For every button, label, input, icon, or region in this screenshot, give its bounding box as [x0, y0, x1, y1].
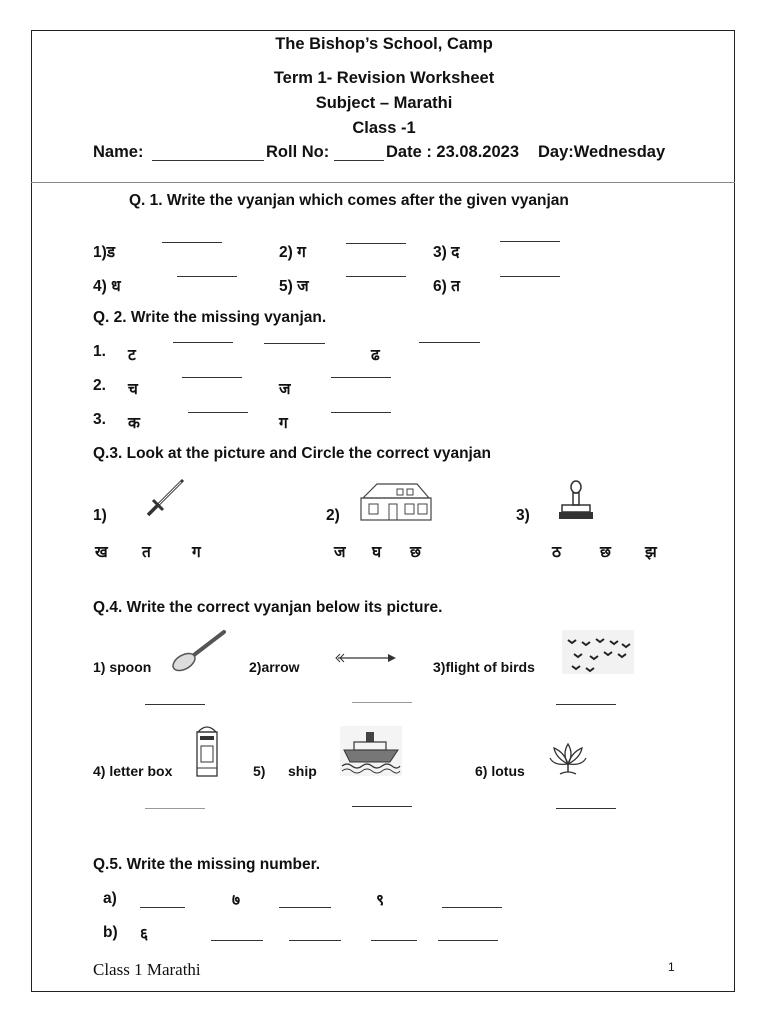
- answer-blank[interactable]: [140, 907, 185, 908]
- answer-blank[interactable]: [145, 808, 205, 809]
- q2-row-3-last: ग: [279, 415, 288, 432]
- q4-item-6-label: 6) lotus: [475, 763, 525, 779]
- header-divider: [31, 182, 735, 183]
- answer-blank[interactable]: [331, 412, 391, 413]
- q2-row-2-num: 2.: [93, 377, 106, 394]
- class-line: Class -1: [352, 119, 416, 137]
- answer-blank[interactable]: [188, 412, 248, 413]
- q1-item-5: 5) ज: [279, 278, 309, 295]
- q2-row-2-last: ज: [279, 381, 291, 398]
- answer-blank[interactable]: [145, 704, 205, 705]
- q3-item-3-option-2[interactable]: छ: [600, 544, 611, 561]
- answer-blank[interactable]: [162, 242, 222, 243]
- q2-row-2-first: च: [128, 381, 138, 398]
- roll-blank[interactable]: [334, 160, 384, 161]
- answer-blank[interactable]: [182, 377, 242, 378]
- q4-title: Q.4. Write the correct vyanjan below its picture.: [93, 599, 443, 616]
- q1-item-2: 2) ग: [279, 244, 306, 261]
- answer-blank[interactable]: [352, 806, 412, 807]
- q5-title: Q.5. Write the missing number.: [93, 856, 321, 873]
- q4-item-1-label: 1) spoon: [93, 659, 152, 675]
- q4-item-5-label: 5): [253, 763, 266, 779]
- birds-icon: [562, 630, 634, 674]
- answer-blank[interactable]: [556, 808, 616, 809]
- answer-blank[interactable]: [346, 243, 406, 244]
- answer-blank[interactable]: [556, 704, 616, 705]
- answer-blank[interactable]: [211, 940, 263, 941]
- q3-item-2-option-1[interactable]: ज: [334, 544, 346, 561]
- name-label: Name:: [93, 143, 144, 161]
- date-text: Date : 23.08.2023: [386, 143, 520, 161]
- q3-item-1-num: 1): [93, 507, 107, 524]
- q5-b-number-1: ६: [140, 926, 149, 943]
- q3-item-2-option-3[interactable]: छ: [410, 544, 421, 561]
- answer-blank[interactable]: [500, 241, 560, 242]
- page-number: 1: [668, 960, 675, 974]
- q3-item-2-num: 2): [326, 507, 340, 524]
- q4-item-3-label: 3)flight of birds: [433, 659, 535, 675]
- footer-text: Class 1 Marathi: [93, 960, 201, 979]
- ship-icon: [340, 726, 402, 776]
- spoon-icon: [170, 628, 228, 672]
- roll-label: Roll No:: [266, 143, 330, 161]
- answer-blank[interactable]: [346, 276, 406, 277]
- answer-blank[interactable]: [177, 276, 237, 277]
- q2-row-3-first: क: [128, 415, 140, 432]
- answer-blank[interactable]: [438, 940, 498, 941]
- q3-item-1-option-1[interactable]: ख: [95, 544, 108, 561]
- q5-a-label: a): [103, 890, 117, 907]
- q1-title: Q. 1. Write the vyanjan which comes after the given vyanjan: [129, 192, 569, 209]
- q1-item-3: 3) द: [433, 244, 460, 261]
- letterbox-icon: [195, 722, 219, 778]
- answer-blank[interactable]: [279, 907, 331, 908]
- day-text: Day:Wednesday: [538, 143, 666, 161]
- q2-title: Q. 2. Write the missing vyanjan.: [93, 309, 327, 326]
- answer-blank[interactable]: [500, 276, 560, 277]
- worksheet-title: Term 1- Revision Worksheet: [273, 69, 495, 87]
- q3-item-3-option-3[interactable]: झ: [645, 544, 657, 561]
- answer-blank[interactable]: [331, 377, 391, 378]
- q2-row-1-last: ढ: [371, 347, 380, 364]
- q3-item-2-option-2[interactable]: घ: [372, 544, 382, 561]
- q5-a-number-2: ९: [376, 892, 385, 909]
- q5-b-label: b): [103, 924, 118, 941]
- q3-item-1-option-2[interactable]: त: [142, 544, 151, 561]
- school-name: The Bishop’s School, Camp: [275, 35, 493, 53]
- subject-line: Subject – Marathi: [315, 94, 453, 112]
- stamp-icon: [556, 480, 596, 522]
- q2-row-1-num: 1.: [93, 343, 106, 360]
- q3-item-3-num: 3): [516, 507, 530, 524]
- answer-blank[interactable]: [264, 343, 325, 344]
- q3-item-1-option-3[interactable]: ग: [192, 544, 201, 561]
- answer-blank[interactable]: [442, 907, 502, 908]
- answer-blank[interactable]: [289, 940, 341, 941]
- name-blank[interactable]: [152, 160, 264, 161]
- answer-blank[interactable]: [173, 342, 233, 343]
- arrow-icon: [332, 652, 396, 664]
- q4-item-4-label: 4) letter box: [93, 763, 173, 779]
- q2-row-3-num: 3.: [93, 411, 106, 428]
- q2-row-1-first: ट: [128, 347, 136, 364]
- q1-item-6: 6) त: [433, 278, 460, 295]
- answer-blank[interactable]: [419, 342, 480, 343]
- q5-a-number-1: ७: [232, 892, 241, 909]
- house-icon: [355, 482, 435, 522]
- q3-title: Q.3. Look at the picture and Circle the correct vyanjan: [93, 445, 491, 462]
- q1-item-1: 1)ड: [93, 244, 116, 261]
- q3-item-3-option-1[interactable]: ठ: [552, 544, 562, 561]
- sword-icon: [145, 478, 185, 518]
- lotus-icon: [548, 740, 588, 778]
- answer-blank[interactable]: [371, 940, 417, 941]
- q1-item-4: 4) ध: [93, 278, 121, 295]
- q4-item-5-word: ship: [288, 763, 317, 779]
- q4-item-2-label: 2)arrow: [249, 659, 300, 675]
- answer-blank[interactable]: [352, 702, 412, 703]
